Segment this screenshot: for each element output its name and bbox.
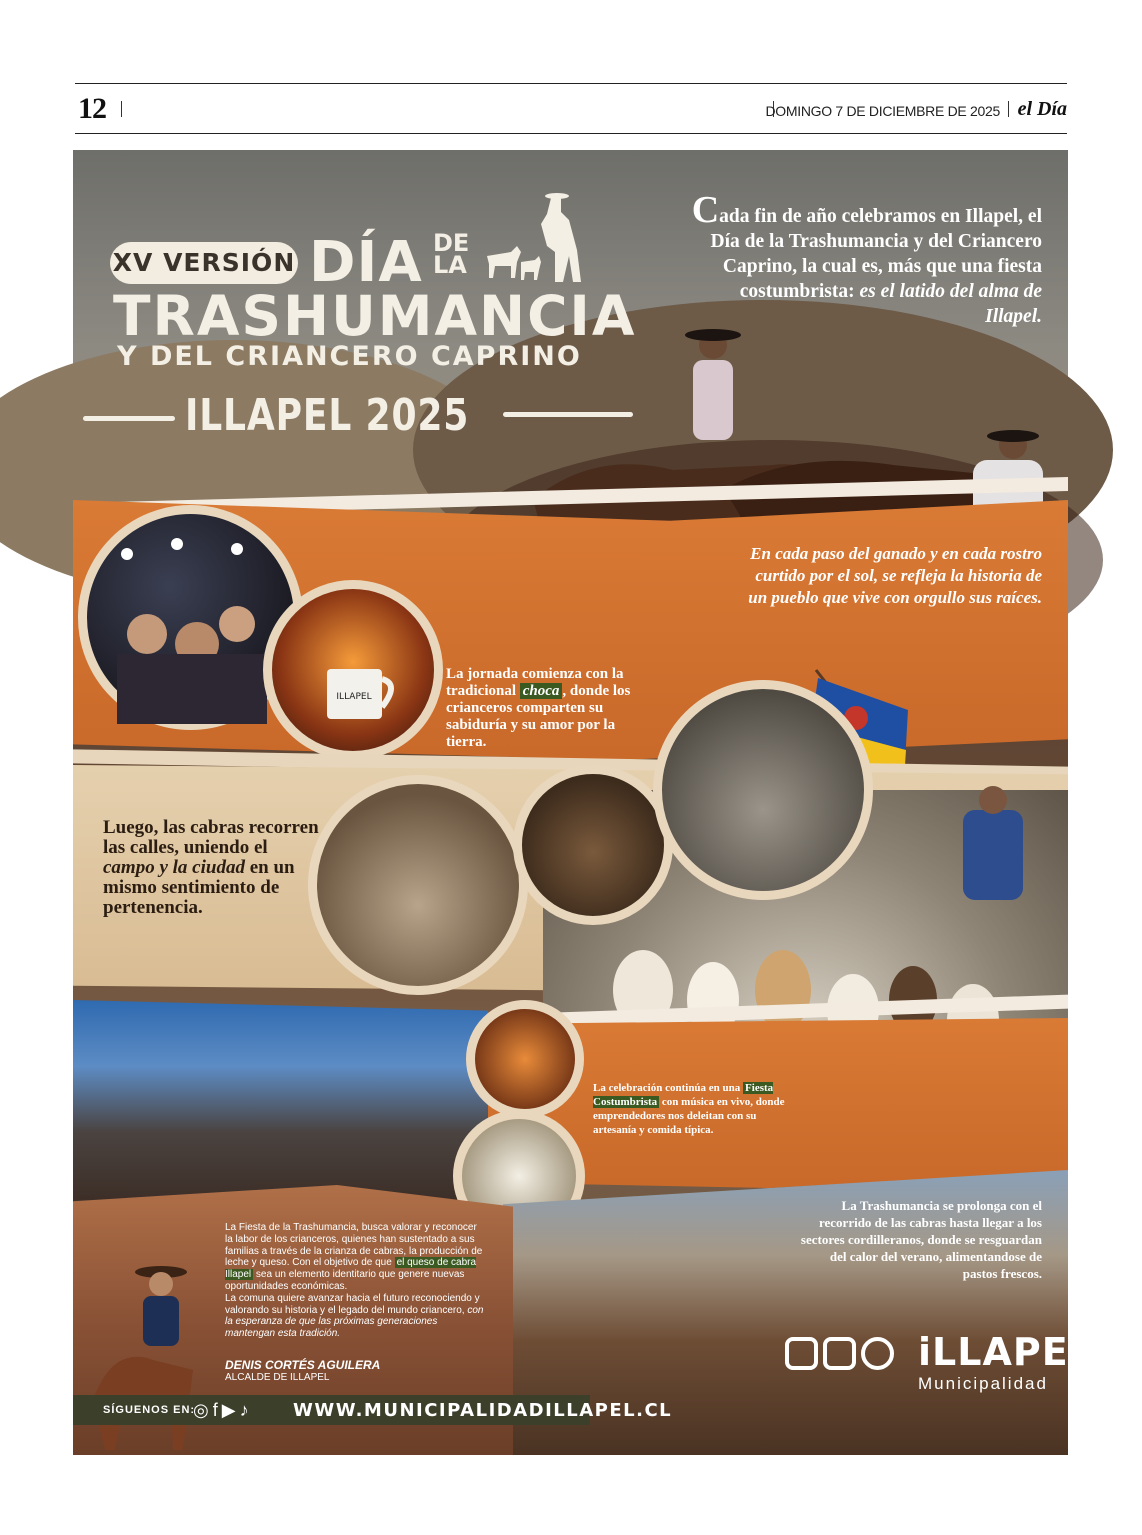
page-number: 12 (78, 92, 106, 125)
quote-steps: En cada paso del ganado y en cada rostro curtido por el sol, se refleja la historia de un pueblo que vive con orgullo sus raíces. (748, 544, 1042, 607)
newspaper-brand: el Día (1017, 98, 1067, 120)
photo-choca-mug (263, 580, 443, 760)
title-dia: DÍA (309, 230, 423, 295)
title-la: LA (433, 251, 467, 279)
quote-choca-pre: La jornada comienza con la tradicional (446, 666, 624, 699)
quote-fiesta-pre: La celebración continúa en una (593, 1082, 744, 1094)
intro-paragraph (682, 189, 1042, 329)
mug-graphic (272, 589, 434, 751)
quote-fiesta (593, 1081, 793, 1137)
intro-text: ada fin de año celebramos en Illapel, el Día de la Trashumancia y del Criancero Caprino, la cual es, más que una fiesta costumbrista: (710, 206, 1042, 302)
quote-choca-post: , donde los crianceros comparten su sabiduría y su amor por la tierra. (446, 683, 631, 750)
mug-label: ILLAPEL (336, 692, 372, 702)
municipal-advertisement (73, 150, 1094, 1455)
quote-fiesta-post: con música en vivo, donde emprendedores nos deleitan con su artesanía y comida típica. (593, 1096, 785, 1136)
header-top-rule (75, 83, 1067, 84)
logo-book-icon (823, 1337, 856, 1370)
municipality-logo-sub: Municipalidad (918, 1374, 1048, 1393)
facebook-icon[interactable]: f (212, 1400, 222, 1420)
logo-wave-icon (785, 1337, 818, 1370)
edition-badge: XV VERSIÓN (110, 242, 298, 284)
title-subtitle: Y DEL CRIANCERO CAPRINO (117, 341, 582, 372)
mayor-role: ALCALDE DE ILLAPEL (225, 1372, 330, 1383)
website-link[interactable]: WWW.MUNICIPALIDADILLAPEL.CL (293, 1400, 673, 1421)
mayor-p1-pre: La Fiesta de la Trashumancia, busca valorar y reconocer la labor de los crianceros, quienes han sustentado a sus familias a través de la crianza de cabras, la producción de leche y queso. Con el objetivo de que (225, 1222, 483, 1269)
quote-goats-2: en un mismo sentimiento de pertenencia. (103, 857, 295, 918)
mayor-p1-post: sea un elemento identitario que genere nuevas oportunidades económicas. (225, 1269, 465, 1292)
quote-choca-highlight: choca (520, 683, 563, 699)
mayor-p2-emphasis: con la esperanza de que las próximas generaciones mantengan esta tradición. (225, 1304, 484, 1340)
photo-honey-jar (466, 1000, 584, 1118)
follow-label: SÍGUENOS EN: (103, 1404, 196, 1416)
municipality-logo-word: iLLAPEL (918, 1330, 1094, 1374)
mayor-p2-pre: La comuna quiere avanzar hacia el futuro reconociendo y valorando su historia y el legado del mundo criancero, (225, 1292, 480, 1316)
title-city-year: ILLAPEL 2025 (185, 390, 470, 441)
intro-emphasis: es el latido del alma de Illapel. (859, 281, 1042, 327)
quote-fiesta-highlight: Fiesta Costumbrista (593, 1082, 774, 1108)
header-separator (1008, 101, 1009, 117)
youtube-icon[interactable]: ▶ (221, 1400, 240, 1420)
header-bottom-rule (75, 133, 1067, 134)
title-de: DE (433, 229, 470, 257)
quote-goats-emphasis: campo y la ciudad (103, 857, 245, 878)
social-icons (193, 1400, 253, 1421)
photo-goat-closeup (513, 765, 673, 925)
photo-riders-street (653, 680, 873, 900)
drop-cap: C (691, 189, 720, 231)
logo-circle-icon (861, 1337, 894, 1370)
horseman-goats-icon (481, 190, 591, 285)
title-dash-right (503, 412, 633, 417)
photo-goats-street (308, 775, 528, 995)
mayor-p1-highlight: el queso de cabra Illapel (225, 1257, 477, 1281)
tiktok-icon[interactable]: ♪ (239, 1400, 253, 1420)
quote-goats-1: Luego, las cabras recorren las calles, uniendo el (103, 817, 319, 858)
quote-goats-streets (103, 818, 323, 918)
mayor-statement (225, 1222, 487, 1340)
quote-choca (446, 666, 656, 751)
quote-mountains: La Trashumancia se prolonga con el recorrido de las cabras hasta llegar a los sectores cordilleranos, donde se resguardan del calor del verano, alimentandose de pastos frescos. (800, 1198, 1042, 1281)
title-main: TRASHUMANCIA (113, 284, 637, 348)
mayor-name: DENIS CORTÉS AGUILERA (225, 1358, 381, 1372)
title-de-la (433, 229, 470, 279)
title-dash-left (83, 416, 175, 421)
instagram-icon[interactable]: ◎ (193, 1400, 213, 1420)
header-separator (121, 101, 122, 117)
header-date: DOMINGO 7 DE DICIEMBRE DE 2025 (765, 103, 1000, 119)
